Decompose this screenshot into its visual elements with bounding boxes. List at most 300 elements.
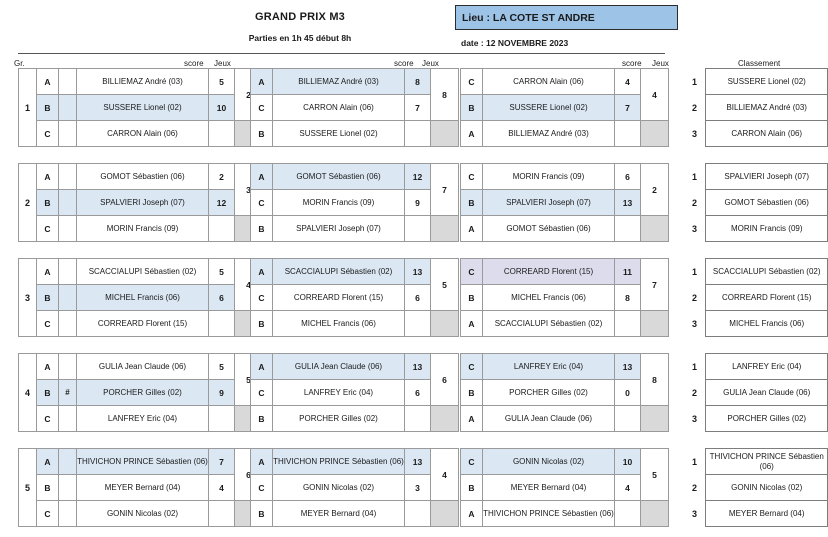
jeux-empty-cell	[641, 311, 669, 337]
jeux-empty-cell	[431, 501, 459, 527]
player-letter: C	[37, 406, 59, 432]
match-row[interactable]	[19, 354, 263, 380]
classement-row	[690, 285, 828, 311]
player-mark	[59, 190, 77, 216]
player-letter: A	[461, 406, 483, 432]
round-1-block	[18, 258, 263, 337]
venue-box: Lieu : LA COTE ST ANDRE	[455, 5, 678, 30]
player-name: SPALVIERI Joseph (07)	[77, 190, 209, 216]
column-header-jeux-1: Jeux	[214, 59, 231, 68]
round-2-table	[250, 68, 459, 147]
player-score[interactable]: 4	[615, 475, 641, 501]
jeux-value: 4	[431, 449, 459, 501]
player-letter: A	[461, 216, 483, 242]
player-letter: C	[251, 285, 273, 311]
player-score[interactable]: 0	[615, 380, 641, 406]
player-name: SUSSERE Lionel (02)	[77, 95, 209, 121]
player-score[interactable]: 6	[615, 164, 641, 190]
match-row[interactable]	[251, 449, 459, 475]
jeux-value: 8	[431, 69, 459, 121]
player-score[interactable]: 5	[209, 69, 235, 95]
classement-rank: 2	[690, 95, 706, 121]
event-date: date : 12 NOVEMBRE 2023	[461, 38, 569, 48]
player-name: CORREARD Florent (15)	[273, 285, 405, 311]
classement-player-name: GOMOT Sébastien (06)	[706, 190, 828, 216]
player-score[interactable]: 12	[405, 164, 431, 190]
match-row[interactable]	[19, 95, 263, 121]
player-name: MORIN Francis (09)	[77, 216, 209, 242]
column-header-jeux-2: Jeux	[422, 59, 439, 68]
classement-rank: 1	[690, 449, 706, 475]
classement-rank: 1	[690, 164, 706, 190]
player-name: THIVICHON PRINCE Sébastien (06)	[483, 501, 615, 527]
group-block	[0, 448, 828, 537]
classement-rank: 2	[690, 285, 706, 311]
player-letter: B	[251, 406, 273, 432]
classement-row	[690, 406, 828, 432]
group-number: 4	[19, 354, 37, 432]
player-letter: C	[251, 475, 273, 501]
match-row[interactable]	[251, 380, 459, 406]
player-name: SCACCIALUPI Sébastien (02)	[273, 259, 405, 285]
round-2-block	[250, 448, 459, 527]
round-3-table	[460, 448, 669, 527]
player-letter: B	[461, 475, 483, 501]
classement-rank: 3	[690, 311, 706, 337]
jeux-value: 5	[641, 449, 669, 501]
round-3-block	[460, 448, 669, 527]
classement-rank: 3	[690, 216, 706, 242]
match-row[interactable]	[251, 190, 459, 216]
player-score[interactable]: 7	[615, 95, 641, 121]
player-score[interactable]	[405, 216, 431, 242]
player-score[interactable]	[405, 406, 431, 432]
player-score[interactable]: 13	[615, 190, 641, 216]
classement-row	[690, 121, 828, 147]
classement-row	[690, 164, 828, 190]
classement-player-name: GONIN Nicolas (02)	[706, 475, 828, 501]
player-name: GONIN Nicolas (02)	[273, 475, 405, 501]
player-score[interactable]: 6	[405, 380, 431, 406]
player-mark	[59, 311, 77, 337]
match-row[interactable]	[461, 354, 669, 380]
player-letter: B	[251, 501, 273, 527]
player-score[interactable]: 2	[209, 164, 235, 190]
player-name: MICHEL Francis (06)	[273, 311, 405, 337]
match-row[interactable]	[461, 121, 669, 147]
player-score[interactable]: 7	[209, 449, 235, 475]
match-row[interactable]	[251, 285, 459, 311]
player-mark	[59, 475, 77, 501]
classement-player-name: LANFREY Eric (04)	[706, 354, 828, 380]
player-mark	[59, 69, 77, 95]
classement-rank: 3	[690, 121, 706, 147]
player-mark	[59, 285, 77, 311]
jeux-empty-cell	[641, 216, 669, 242]
group-number: 2	[19, 164, 37, 242]
player-letter: A	[37, 449, 59, 475]
player-score[interactable]: 8	[405, 69, 431, 95]
round-3-block	[460, 258, 669, 337]
player-letter: B	[461, 285, 483, 311]
group-number: 3	[19, 259, 37, 337]
match-row[interactable]	[461, 475, 669, 501]
column-header-jeux-3: Jeux	[652, 59, 669, 68]
player-name: LANFREY Eric (04)	[483, 354, 615, 380]
classement-rank: 3	[690, 501, 706, 527]
player-score[interactable]: 11	[615, 259, 641, 285]
round-1-block	[18, 68, 263, 147]
round-2-table	[250, 163, 459, 242]
player-score[interactable]: 4	[209, 475, 235, 501]
player-name: PORCHER Gilles (02)	[273, 406, 405, 432]
group-block	[0, 163, 828, 258]
match-row[interactable]	[461, 501, 669, 527]
player-score[interactable]: 9	[209, 380, 235, 406]
player-letter: B	[461, 190, 483, 216]
player-name: MEYER Bernard (04)	[483, 475, 615, 501]
jeux-value: 3	[235, 164, 263, 216]
match-row[interactable]	[19, 449, 263, 475]
player-letter: B	[251, 121, 273, 147]
player-score[interactable]: 6	[405, 285, 431, 311]
classement-row	[690, 259, 828, 285]
player-letter: C	[461, 259, 483, 285]
match-row[interactable]	[461, 406, 669, 432]
player-name: PORCHER Gilles (02)	[77, 380, 209, 406]
player-score[interactable]	[209, 311, 235, 337]
player-name: MEYER Bernard (04)	[77, 475, 209, 501]
jeux-value: 7	[641, 259, 669, 311]
player-letter: B	[37, 380, 59, 406]
jeux-value: 8	[641, 354, 669, 406]
player-name: MORIN Francis (09)	[483, 164, 615, 190]
player-letter: A	[251, 259, 273, 285]
player-letter: A	[461, 121, 483, 147]
player-name: CORREARD Florent (15)	[483, 259, 615, 285]
player-score[interactable]	[615, 501, 641, 527]
player-name: SCACCIALUPI Sébastien (02)	[77, 259, 209, 285]
player-score[interactable]	[209, 216, 235, 242]
match-row[interactable]	[461, 311, 669, 337]
jeux-value: 6	[431, 354, 459, 406]
round-2-block	[250, 258, 459, 337]
player-letter: B	[461, 380, 483, 406]
jeux-value: 5	[431, 259, 459, 311]
classement-block	[690, 353, 828, 432]
classement-player-name: MEYER Bernard (04)	[706, 501, 828, 527]
jeux-value: 4	[235, 259, 263, 311]
classement-row	[690, 190, 828, 216]
player-score[interactable]: 8	[615, 285, 641, 311]
classement-player-name: SPALVIERI Joseph (07)	[706, 164, 828, 190]
player-letter: C	[251, 190, 273, 216]
match-row[interactable]	[19, 311, 263, 337]
match-row[interactable]	[461, 164, 669, 190]
classement-table	[690, 353, 828, 432]
classement-row	[690, 354, 828, 380]
player-name: GOMOT Sébastien (06)	[77, 164, 209, 190]
match-row[interactable]	[19, 475, 263, 501]
player-score[interactable]	[209, 501, 235, 527]
player-score[interactable]: 13	[615, 354, 641, 380]
jeux-empty-cell	[431, 121, 459, 147]
player-letter: C	[251, 95, 273, 121]
player-letter: A	[37, 69, 59, 95]
classement-rank: 3	[690, 406, 706, 432]
player-letter: A	[251, 449, 273, 475]
match-row[interactable]	[251, 95, 459, 121]
player-letter: B	[461, 95, 483, 121]
round-1-table	[18, 68, 263, 147]
player-score[interactable]	[209, 406, 235, 432]
jeux-value: 2	[641, 164, 669, 216]
round-1-table	[18, 448, 263, 527]
classement-row	[690, 380, 828, 406]
player-mark	[59, 121, 77, 147]
group-block	[0, 68, 828, 163]
classement-rank: 2	[690, 475, 706, 501]
player-mark	[59, 501, 77, 527]
jeux-empty-cell	[641, 501, 669, 527]
jeux-empty-cell	[641, 406, 669, 432]
match-row[interactable]	[19, 69, 263, 95]
match-row[interactable]	[19, 501, 263, 527]
round-2-block	[250, 353, 459, 432]
player-name: GULIA Jean Claude (06)	[483, 406, 615, 432]
player-name: GONIN Nicolas (02)	[483, 449, 615, 475]
player-score[interactable]: 10	[209, 95, 235, 121]
match-row[interactable]	[461, 259, 669, 285]
match-row[interactable]	[19, 121, 263, 147]
player-score[interactable]: 4	[615, 69, 641, 95]
classement-row	[690, 95, 828, 121]
player-name: SUSSERE Lionel (02)	[483, 95, 615, 121]
player-name: CARRON Alain (06)	[273, 95, 405, 121]
match-row[interactable]	[251, 216, 459, 242]
player-name: LANFREY Eric (04)	[273, 380, 405, 406]
player-letter: C	[37, 216, 59, 242]
match-row[interactable]	[461, 190, 669, 216]
classement-player-name: PORCHER Gilles (02)	[706, 406, 828, 432]
player-letter: C	[37, 501, 59, 527]
column-header-gr: Gr.	[14, 59, 25, 68]
round-3-block	[460, 68, 669, 147]
player-score[interactable]: 7	[405, 95, 431, 121]
classement-player-name: SCACCIALUPI Sébastien (02)	[706, 259, 828, 285]
player-mark: #	[59, 380, 77, 406]
classement-table	[690, 68, 828, 147]
match-row[interactable]	[251, 259, 459, 285]
round-3-block	[460, 353, 669, 432]
match-row[interactable]	[19, 285, 263, 311]
match-row[interactable]	[251, 69, 459, 95]
classement-block	[690, 163, 828, 242]
player-letter: A	[37, 259, 59, 285]
classement-player-name: CORREARD Florent (15)	[706, 285, 828, 311]
jeux-empty-cell	[431, 311, 459, 337]
match-row[interactable]	[251, 121, 459, 147]
player-score[interactable]	[405, 501, 431, 527]
round-1-table	[18, 163, 263, 242]
round-2-block	[250, 163, 459, 242]
player-letter: C	[37, 121, 59, 147]
player-letter: B	[251, 216, 273, 242]
classement-table	[690, 448, 828, 527]
player-letter: A	[251, 354, 273, 380]
group-number: 1	[19, 69, 37, 147]
player-letter: C	[461, 69, 483, 95]
classement-table	[690, 163, 828, 242]
player-letter: B	[37, 190, 59, 216]
classement-player-name: MICHEL Francis (06)	[706, 311, 828, 337]
player-mark	[59, 354, 77, 380]
column-header-classement: Classement	[738, 59, 781, 68]
round-2-table	[250, 353, 459, 432]
classement-row	[690, 449, 828, 475]
player-score[interactable]: 10	[615, 449, 641, 475]
player-mark	[59, 406, 77, 432]
round-3-table	[460, 353, 669, 432]
player-letter: C	[461, 164, 483, 190]
player-letter: A	[251, 164, 273, 190]
classement-block	[690, 68, 828, 147]
match-row[interactable]	[251, 501, 459, 527]
player-name: GULIA Jean Claude (06)	[77, 354, 209, 380]
player-score[interactable]: 6	[209, 285, 235, 311]
column-header-score-3: score	[622, 59, 642, 68]
classement-row	[690, 501, 828, 527]
player-name: GOMOT Sébastien (06)	[483, 216, 615, 242]
classement-rank: 2	[690, 190, 706, 216]
player-score[interactable]	[209, 121, 235, 147]
match-row[interactable]	[19, 259, 263, 285]
player-name: BILLIEMAZ André (03)	[273, 69, 405, 95]
player-score[interactable]: 9	[405, 190, 431, 216]
player-mark	[59, 95, 77, 121]
match-row[interactable]	[251, 406, 459, 432]
match-row[interactable]	[461, 95, 669, 121]
player-score[interactable]: 3	[405, 475, 431, 501]
player-score[interactable]: 13	[405, 354, 431, 380]
classement-player-name: GULIA Jean Claude (06)	[706, 380, 828, 406]
classement-row	[690, 475, 828, 501]
round-2-block	[250, 68, 459, 147]
group-block	[0, 258, 828, 353]
player-score[interactable]: 5	[209, 259, 235, 285]
match-row[interactable]	[19, 164, 263, 190]
classement-row	[690, 216, 828, 242]
match-row[interactable]	[251, 354, 459, 380]
player-name: LANFREY Eric (04)	[77, 406, 209, 432]
header-divider	[18, 53, 665, 54]
player-name: CARRON Alain (06)	[483, 69, 615, 95]
player-name: SPALVIERI Joseph (07)	[273, 216, 405, 242]
column-header-score-1: score	[184, 59, 204, 68]
match-row[interactable]	[461, 285, 669, 311]
match-row[interactable]	[19, 190, 263, 216]
match-row[interactable]	[461, 216, 669, 242]
jeux-value: 6	[235, 449, 263, 501]
round-1-block	[18, 353, 263, 432]
player-name: GULIA Jean Claude (06)	[273, 354, 405, 380]
column-header-score-2: score	[394, 59, 414, 68]
round-1-block	[18, 163, 263, 242]
player-letter: A	[461, 501, 483, 527]
player-score[interactable]	[615, 121, 641, 147]
player-name: GOMOT Sébastien (06)	[273, 164, 405, 190]
player-name: SUSSERE Lionel (02)	[273, 121, 405, 147]
player-score[interactable]: 13	[405, 259, 431, 285]
jeux-value: 5	[235, 354, 263, 406]
player-name: THIVICHON PRINCE Sébastien (06)	[273, 449, 405, 475]
player-name: SPALVIERI Joseph (07)	[483, 190, 615, 216]
jeux-value: 2	[235, 69, 263, 121]
player-letter: C	[461, 354, 483, 380]
player-score[interactable]: 5	[209, 354, 235, 380]
match-row[interactable]	[461, 449, 669, 475]
classement-player-name: THIVICHON PRINCE Sébastien (06)	[706, 449, 828, 475]
round-1-table	[18, 353, 263, 432]
player-score[interactable]: 12	[209, 190, 235, 216]
jeux-empty-cell	[641, 121, 669, 147]
player-score[interactable]	[615, 311, 641, 337]
round-2-table	[250, 448, 459, 527]
match-row[interactable]	[251, 475, 459, 501]
round-3-block	[460, 163, 669, 242]
player-name: THIVICHON PRINCE Sébastien (06)	[77, 449, 209, 475]
classement-player-name: SUSSERE Lionel (02)	[706, 69, 828, 95]
round-2-table	[250, 258, 459, 337]
group-block	[0, 353, 828, 448]
classement-player-name: CARRON Alain (06)	[706, 121, 828, 147]
player-letter: B	[251, 311, 273, 337]
player-score[interactable]	[405, 311, 431, 337]
player-score[interactable]: 13	[405, 449, 431, 475]
player-score[interactable]	[405, 121, 431, 147]
player-score[interactable]	[615, 216, 641, 242]
tournament-sheet	[0, 68, 828, 537]
match-row[interactable]	[251, 311, 459, 337]
player-name: BILLIEMAZ André (03)	[77, 69, 209, 95]
player-name: MICHEL Francis (06)	[77, 285, 209, 311]
player-mark	[59, 164, 77, 190]
player-name: CARRON Alain (06)	[77, 121, 209, 147]
match-row[interactable]	[19, 406, 263, 432]
page-subtitle: Parties en 1h 45 début 8h	[248, 33, 352, 43]
match-row[interactable]	[461, 69, 669, 95]
player-score[interactable]	[615, 406, 641, 432]
round-1-table	[18, 258, 263, 337]
classement-rank: 1	[690, 259, 706, 285]
classement-block	[690, 258, 828, 337]
jeux-empty-cell	[431, 406, 459, 432]
classement-block	[690, 448, 828, 527]
match-row[interactable]	[19, 380, 263, 406]
match-row[interactable]	[251, 164, 459, 190]
match-row[interactable]	[19, 216, 263, 242]
jeux-value: 4	[641, 69, 669, 121]
round-3-table	[460, 258, 669, 337]
player-letter: A	[37, 354, 59, 380]
classement-row	[690, 311, 828, 337]
player-letter: B	[37, 285, 59, 311]
match-row[interactable]	[461, 380, 669, 406]
player-mark	[59, 449, 77, 475]
classement-table	[690, 258, 828, 337]
page-header	[0, 0, 828, 58]
round-3-table	[460, 163, 669, 242]
